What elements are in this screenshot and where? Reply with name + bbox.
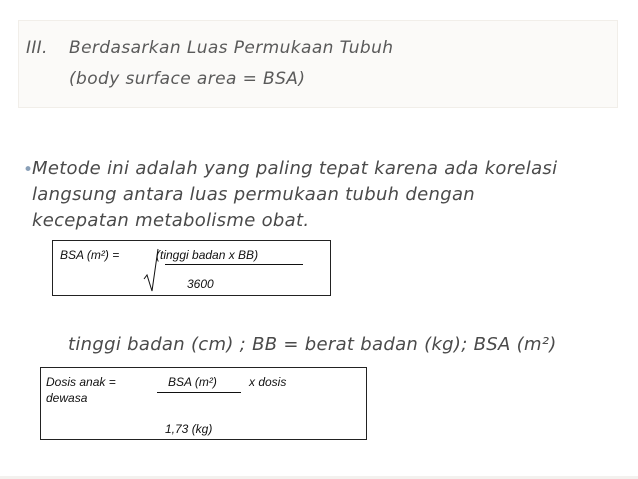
- bullet-text-line2: langsung antara luas permukaan tubuh dengan: [32, 184, 475, 205]
- bsa-formula-fraction-bar: [165, 264, 303, 265]
- child-dose-fraction-bar: [157, 392, 241, 393]
- bsa-formula-box: [52, 240, 331, 296]
- bullet-text-line1: Metode ini adalah yang paling tepat karena ada korelasi: [32, 158, 558, 179]
- child-dose-numerator: BSA (m²): [168, 375, 217, 389]
- bsa-formula-lhs: BSA (m²) =: [60, 248, 120, 262]
- section-title-box: [18, 20, 618, 108]
- child-dose-multiplier: x dosis: [249, 375, 287, 389]
- variable-legend: tinggi badan (cm) ; BB = berat badan (kg); BSA (m²): [68, 334, 557, 355]
- bsa-formula-numerator: (tinggi badan x BB): [156, 248, 259, 262]
- child-dose-lhs-line1: Dosis anak =: [46, 375, 116, 389]
- section-title-line1: Berdasarkan Luas Permukaan Tubuh: [69, 38, 394, 58]
- section-title-line2: (body surface area = BSA): [69, 69, 306, 89]
- child-dose-lhs-line2: dewasa: [46, 391, 88, 405]
- bullet-text-line3: kecepatan metabolisme obat.: [32, 210, 310, 231]
- section-number: III.: [26, 38, 48, 58]
- bsa-formula-denominator: 3600: [187, 277, 214, 291]
- bullet-icon: •: [23, 160, 34, 180]
- child-dose-formula-box: [40, 367, 367, 440]
- child-dose-denominator: 1,73 (kg): [165, 422, 213, 436]
